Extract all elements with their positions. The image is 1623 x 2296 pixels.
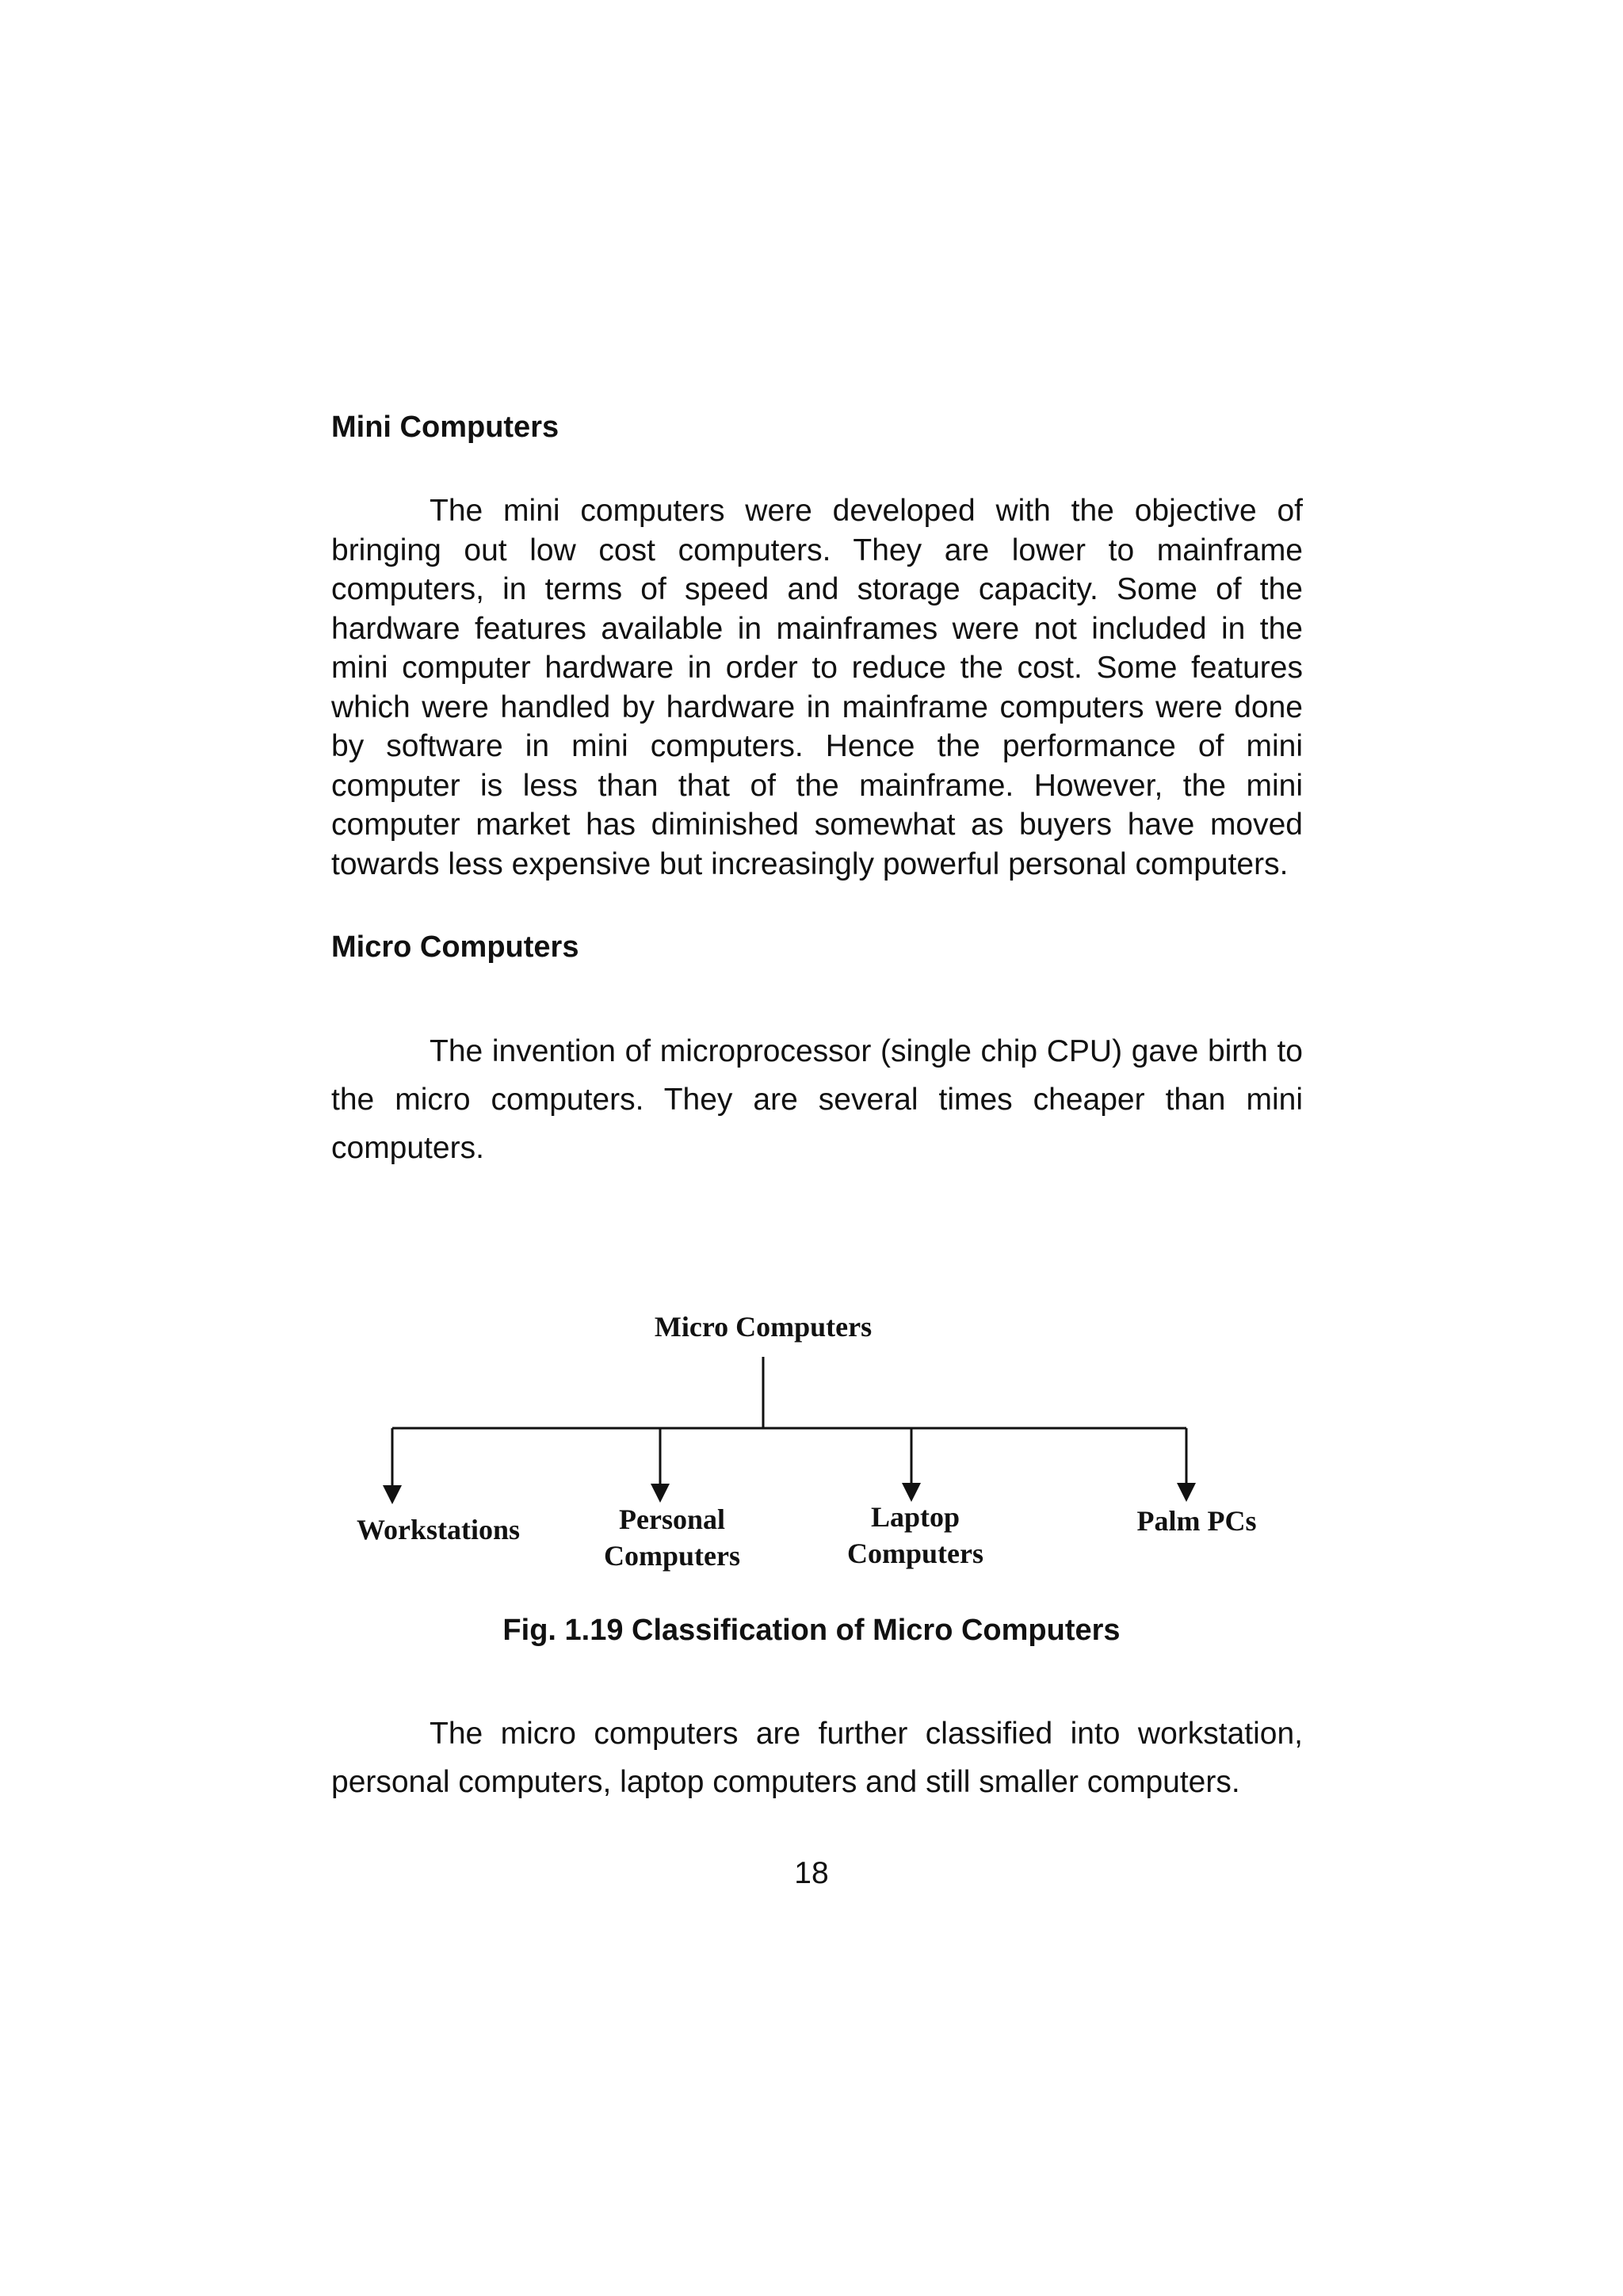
arrowhead-palm: [1177, 1483, 1196, 1502]
diagram-node-laptop-computers: Laptop Computers: [847, 1501, 983, 1569]
page-number: 18: [794, 1856, 829, 1890]
micro-computers-text: The invention of microprocessor (single chip CPU) gave birth to the micro computers. They are several times cheaper than mini computers.: [331, 1034, 1303, 1165]
closing-text: The micro computers are further classified into workstation, personal computers, laptop computers and still smaller computers.: [331, 1717, 1303, 1799]
diagram-root-label: Micro Computers: [654, 1311, 873, 1343]
diagram-node-palm-pcs: Palm PCs: [1136, 1505, 1257, 1537]
micro-computers-heading: Micro Computers: [331, 930, 579, 964]
diagram-node-workstations: Workstations: [356, 1514, 521, 1545]
closing-paragraph: [331, 1710, 1303, 1806]
diagram-node-personal-computers: Personal Computers: [604, 1503, 740, 1572]
mini-computers-heading: Mini Computers: [331, 411, 559, 444]
mini-computers-text: The mini computers were developed with the objective of bringing out low cost computers. They are lower to mainframe computers, in terms of speed and storage capacity. Some of the hardware features available in mainframes were not included in the mini computer hardware in order to reduce the cost. Some features which were handled by hardware in mainframe computers were done by software in mini computers. Hence the performance of mini computer is less than that of the mainframe. However, the mini computer market has diminished somewhat as buyers have moved towards less expensive but increasingly powerful personal computers.: [331, 494, 1303, 881]
arrowhead-personal: [651, 1484, 670, 1503]
arrowhead-workstations: [383, 1485, 402, 1504]
figure-caption: Fig. 1.19 Classification of Micro Computers: [502, 1614, 1121, 1647]
